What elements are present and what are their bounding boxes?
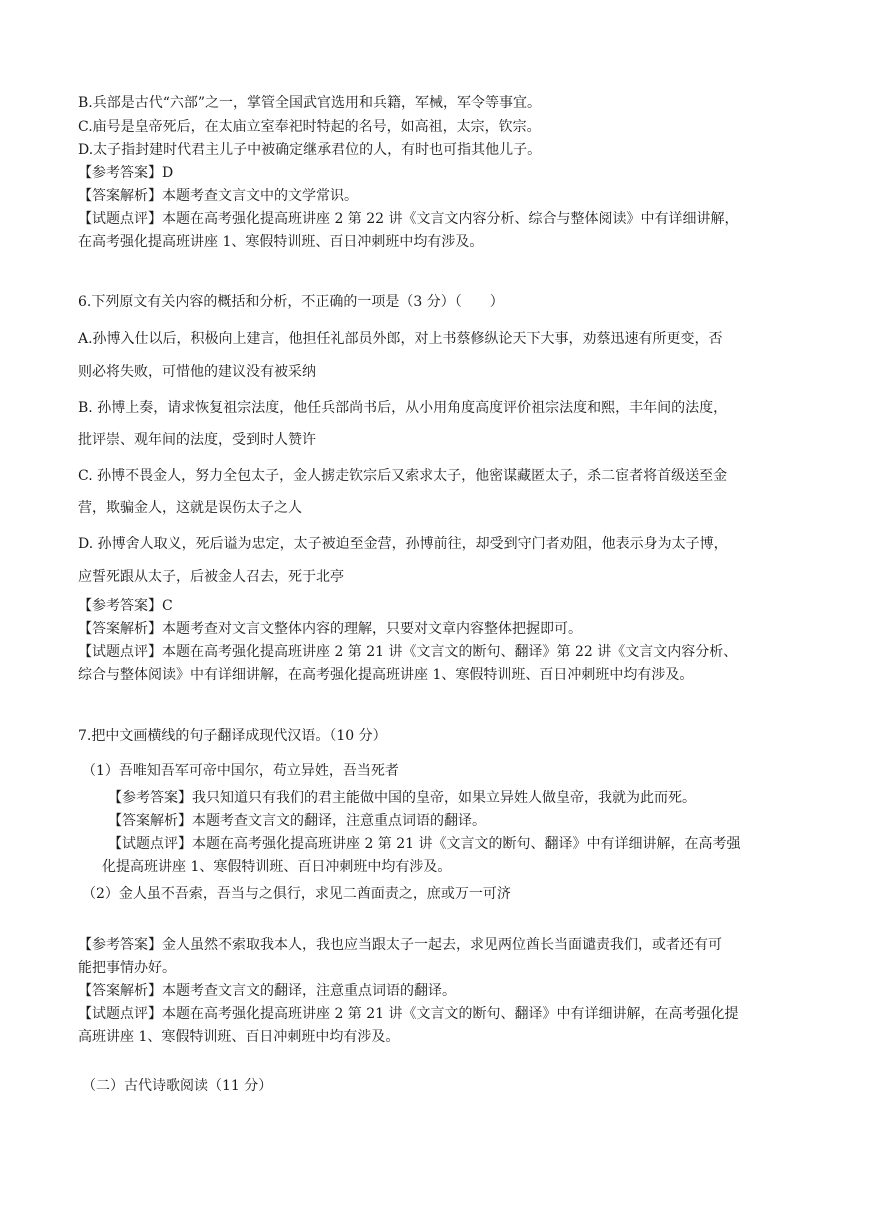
q6-option-b-line1: B. 孙博上奏，请求恢复祖宗法度，他任兵部尚书后，从小用角度高度评价祖宗法度和熙，丰年间的法度，: [78, 400, 728, 416]
q6-comment-line1: 【试题点评】本题在高考强化提高班讲座 2 第 21 讲《文言文的断句、翻译》第 22 讲《文言文内容分析、: [78, 644, 738, 660]
q6-comment-line2: 综合与整体阅读》中有详细讲解，在高考强化提高班讲座 1、寒假特训班、百日冲刺班中均有涉及。: [78, 667, 694, 683]
q6-answer: 【参考答案】C: [78, 598, 173, 614]
q6-stem: 6.下列原文有关内容的概括和分析，不正确的一项是（3 分）（ ）: [78, 294, 504, 310]
q5-option-b: B.兵部是古代“六部”之一，掌管全国武官选用和兵籍，军械，军令等事宜。: [78, 95, 542, 111]
q5-analysis: 【答案解析】本题考查文言文中的文学常识。: [78, 188, 358, 204]
q6-option-d-line2: 应誓死跟从太子，后被金人召去，死于北亭: [78, 569, 344, 585]
q7-sub2-comment-line2: 高班讲座 1、寒假特训班、百日冲刺班中均有涉及。: [78, 1029, 400, 1045]
q7-sub1-analysis: 【答案解析】本题考查文言文的翻译，注意重点词语的翻译。: [108, 813, 486, 829]
q6-option-a-line2: 则必将失败，可惜他的建议没有被采纳: [78, 364, 316, 380]
q6-option-c-line1: C. 孙博不畏金人，努力全包太子，金人掳走钦宗后又索求太子，他密谋藏匿太子，杀二宦者将首级送至金: [78, 468, 728, 484]
q7-sub2-sentence: （2）金人虽不吾索，吾当与之俱行，求见二酋面责之，庶或万一可济: [82, 886, 511, 902]
q7-sub1-answer: 【参考答案】我只知道只有我们的君主能做中国的皇帝，如果立异姓人做皇帝，我就为此而死。: [108, 790, 696, 806]
q5-comment-line2: 在高考强化提高班讲座 1、寒假特训班、百日冲刺班中均有涉及。: [78, 234, 484, 250]
q7-stem: 7.把中文画横线的句子翻译成现代汉语。（10 分）: [78, 728, 387, 744]
q7-sub1-comment-line2: 化提高班讲座 1、寒假特训班、百日冲刺班中均有涉及。: [102, 859, 452, 875]
q5-comment-line1: 【试题点评】本题在高考强化提高班讲座 2 第 22 讲《文言文内容分析、综合与整体阅读》中有详细讲解，: [78, 211, 739, 227]
q6-option-d-line1: D. 孙博舍人取义，死后谥为忠定，太子被迫至金营，孙博前往，却受到守门者劝阻，他表示身为太子博，: [78, 536, 728, 552]
section-heading-poetry: （二）古代诗歌阅读（11 分）: [82, 1078, 273, 1094]
q7-sub2-answer-line2: 能把事情办好。: [78, 960, 176, 976]
q5-option-c: C.庙号是皇帝死后，在太庙立室奉祀时特起的名号，如高祖，太宗，钦宗。: [78, 119, 541, 135]
q7-sub2-analysis: 【答案解析】本题考查文言文的翻译，注意重点词语的翻译。: [78, 983, 456, 999]
q6-option-b-line2: 批评崇、观年间的法度，受到时人赞许: [78, 432, 316, 448]
q6-analysis: 【答案解析】本题考查对文言文整体内容的理解，只要对文章内容整体把握即可。: [78, 621, 582, 637]
q5-answer: 【参考答案】D: [78, 165, 174, 181]
q6-option-a-line1: A.孙博入仕以后，积极向上建言，他担任礼部员外郎，对上书蔡修纵论天下大事，劝蔡迅速有所更变，否: [78, 331, 723, 347]
q7-sub1-comment-line1: 【试题点评】本题在高考强化提高班讲座 2 第 21 讲《文言文的断句、翻译》中有详细讲解，在高考强: [108, 836, 741, 852]
q7-sub2-answer-line1: 【参考答案】金人虽然不索取我本人，我也应当跟太子一起去，求见两位酋长当面谴责我们，或者还有可: [78, 937, 722, 953]
q7-sub1-sentence: （1）吾唯知吾军可帝中国尔，苟立异姓，吾当死者: [82, 763, 399, 779]
q7-sub2-comment-line1: 【试题点评】本题在高考强化提高班讲座 2 第 21 讲《文言文的断句、翻译》中有详细讲解，在高考强化提: [78, 1006, 739, 1022]
q5-option-d: D.太子指封建时代君主儿子中被确定继承君位的人，有时也可指其他儿子。: [78, 142, 542, 158]
q6-option-c-line2: 营，欺骗金人，这就是误伤太子之人: [78, 500, 302, 516]
